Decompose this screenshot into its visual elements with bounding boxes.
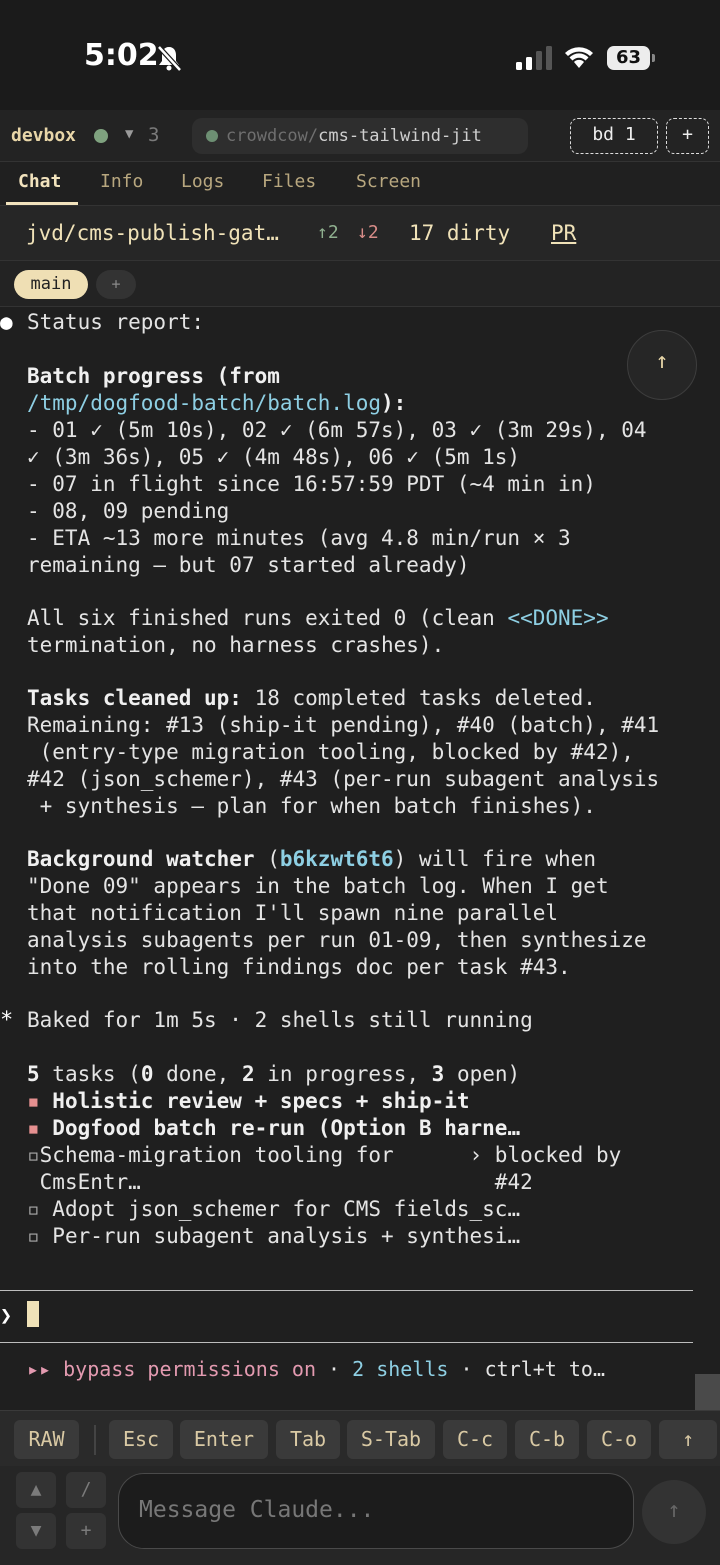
task-item-in-progress: ▪ Dogfood batch re-run (Option B harne… bbox=[27, 1116, 521, 1140]
add-session-button[interactable]: + bbox=[96, 270, 136, 299]
send-button[interactable]: ↑ bbox=[642, 1480, 706, 1544]
watcher-line: Background watcher (b6kzwt6t6) will fire when bbox=[27, 847, 596, 871]
message-placeholder: Message Claude... bbox=[139, 1497, 375, 1523]
chevron-down-icon[interactable]: ▼ bbox=[125, 126, 134, 142]
scrollbar-thumb[interactable] bbox=[695, 1374, 720, 1410]
prompt-chevron-icon: ❯ bbox=[0, 1303, 13, 1327]
slash-command-button[interactable]: / bbox=[66, 1472, 106, 1508]
tasks-summary: 5 tasks (0 done, 2 in progress, 3 open) bbox=[27, 1062, 521, 1086]
active-tab-indicator bbox=[6, 202, 78, 205]
ctrl-c-key[interactable]: C-c bbox=[443, 1420, 507, 1459]
open-square-icon: ▫ bbox=[27, 1197, 53, 1221]
message-input[interactable] bbox=[118, 1473, 634, 1549]
batch-line: - 07 in flight since 16:57:59 PDT (~4 min in) bbox=[27, 472, 596, 496]
batch-line: remaining — but 07 started already) bbox=[27, 553, 470, 577]
task-item-open: ▫ Per-run subagent analysis + synthesi… bbox=[27, 1224, 521, 1248]
tab-files[interactable]: Files bbox=[262, 171, 317, 192]
batch-line: - ETA ~13 more minutes (avg 4.8 min/run × 3 bbox=[27, 526, 571, 550]
tab-logs[interactable]: Logs bbox=[181, 171, 225, 192]
repo-label: crowdcow/cms-tailwind-jit bbox=[226, 126, 482, 146]
tab-chat[interactable]: Chat bbox=[18, 171, 62, 192]
session-bar bbox=[0, 261, 720, 307]
battery-level: 63 bbox=[607, 46, 650, 70]
attach-button[interactable]: + bbox=[66, 1513, 106, 1549]
ctrl-b-key[interactable]: C-b bbox=[515, 1420, 579, 1459]
batch-path-line: /tmp/dogfood-batch/batch.log): bbox=[27, 391, 407, 415]
arrow-up-key[interactable]: ↑ bbox=[659, 1420, 717, 1459]
scroll-to-top-button[interactable] bbox=[627, 330, 697, 400]
terminal-cursor[interactable] bbox=[27, 1301, 39, 1327]
batch-line: - 01 ✓ (5m 10s), 02 ✓ (6m 57s), 03 ✓ (3m 29s), 04 bbox=[27, 418, 647, 442]
commits-ahead: ↑2 bbox=[317, 222, 339, 243]
watcher-line: into the rolling findings doc per task #43. bbox=[27, 955, 571, 979]
tab-screen[interactable]: Screen bbox=[356, 171, 422, 192]
battery-indicator bbox=[607, 46, 655, 70]
cellular-signal-icon bbox=[516, 46, 552, 70]
ctrl-o-key[interactable]: C-o bbox=[587, 1420, 651, 1459]
tasks-line: + synthesis — plan for when batch finishes). bbox=[27, 794, 596, 818]
status-heading: Status report: bbox=[27, 310, 205, 334]
tab-key[interactable]: Tab bbox=[276, 1420, 340, 1459]
composer bbox=[0, 1466, 720, 1565]
open-square-icon: ▫ bbox=[27, 1143, 40, 1167]
repo-selector[interactable] bbox=[192, 118, 528, 154]
chat-transcript[interactable] bbox=[0, 307, 720, 1342]
pr-link[interactable]: PR bbox=[551, 221, 577, 245]
app-header bbox=[0, 110, 720, 162]
key-separator bbox=[94, 1425, 96, 1455]
history-up-button[interactable]: ▲ bbox=[16, 1472, 56, 1508]
batch-heading: Batch progress (from bbox=[27, 364, 280, 388]
host-count: 3 bbox=[148, 124, 160, 146]
enter-key[interactable]: Enter bbox=[180, 1420, 268, 1459]
commits-behind: ↓2 bbox=[357, 222, 379, 243]
asterisk-icon: * bbox=[0, 1008, 14, 1033]
tasks-line: #42 (json_schemer), #43 (per-run subagent analysis bbox=[27, 767, 660, 791]
bypass-arrows-icon: ▸▸ bbox=[27, 1357, 52, 1381]
batch-line: ✓ (3m 36s), 05 ✓ (4m 48s), 06 ✓ (5m 1s) bbox=[27, 445, 521, 469]
session-tab-main[interactable]: main bbox=[14, 270, 88, 299]
clock: 5:02 bbox=[84, 38, 159, 73]
batch-line: - 08, 09 pending bbox=[27, 499, 230, 523]
finished-line: All six finished runs exited 0 (clean <<DONE>> bbox=[27, 606, 609, 630]
finished-line: termination, no harness crashes). bbox=[27, 633, 445, 657]
tasks-line: Remaining: #13 (ship-it pending), #40 (batch), #41 bbox=[27, 713, 660, 737]
task-item-open: ▫Schema-migration tooling for › blocked by bbox=[27, 1143, 622, 1167]
esc-key[interactable]: Esc bbox=[109, 1420, 173, 1459]
prompt-divider-top bbox=[0, 1290, 693, 1291]
dirty-count: 17 dirty bbox=[409, 221, 511, 245]
arrow-up-icon: ↑ bbox=[655, 349, 669, 374]
watcher-line: that notification I'll spawn nine parallel bbox=[27, 901, 559, 925]
watcher-line: "Done 09" appears in the batch log. When I get bbox=[27, 874, 609, 898]
mode-line: ▸▸ bypass permissions on · 2 shells · ctrl+t to… bbox=[27, 1357, 605, 1381]
branch-bar bbox=[0, 206, 720, 261]
shift-tab-key[interactable]: S-Tab bbox=[347, 1420, 435, 1459]
task-item-open-continued: CmsEntr… #42 bbox=[39, 1170, 533, 1194]
baked-status: Baked for 1m 5s · 2 shells still running bbox=[27, 1008, 533, 1032]
status-bullet-icon: ● bbox=[0, 310, 13, 334]
history-down-button[interactable]: ▼ bbox=[16, 1513, 56, 1549]
tasks-line: (entry-type migration tooling, blocked by #42), bbox=[27, 740, 634, 764]
key-bar bbox=[0, 1410, 720, 1466]
repo-status-dot bbox=[206, 130, 218, 142]
task-item-in-progress: ▪ Holistic review + specs + ship-it bbox=[27, 1089, 470, 1113]
wifi-icon bbox=[563, 44, 595, 70]
tab-info[interactable]: Info bbox=[100, 171, 144, 192]
prompt-divider-bottom bbox=[0, 1342, 693, 1343]
tasks-cleaned-line: Tasks cleaned up: 18 completed tasks deleted. bbox=[27, 686, 596, 710]
open-square-icon: ▫ bbox=[27, 1224, 53, 1248]
bd-button[interactable]: bd 1 bbox=[570, 118, 658, 154]
new-session-button[interactable]: + bbox=[666, 118, 709, 154]
in-progress-square-icon: ▪ bbox=[27, 1116, 53, 1140]
task-item-open: ▫ Adopt json_schemer for CMS fields_sc… bbox=[27, 1197, 521, 1221]
branch-name[interactable]: jvd/cms-publish-gat… bbox=[26, 221, 279, 245]
host-name[interactable]: devbox bbox=[11, 125, 77, 146]
status-bar bbox=[0, 0, 720, 110]
watcher-line: analysis subagents per run 01-09, then synthesize bbox=[27, 928, 647, 952]
battery-nub bbox=[652, 54, 655, 62]
raw-key[interactable]: RAW bbox=[14, 1420, 79, 1459]
bell-muted-icon bbox=[155, 44, 183, 72]
tab-bar bbox=[0, 162, 720, 206]
in-progress-square-icon: ▪ bbox=[27, 1089, 53, 1113]
online-status-dot bbox=[94, 129, 108, 143]
